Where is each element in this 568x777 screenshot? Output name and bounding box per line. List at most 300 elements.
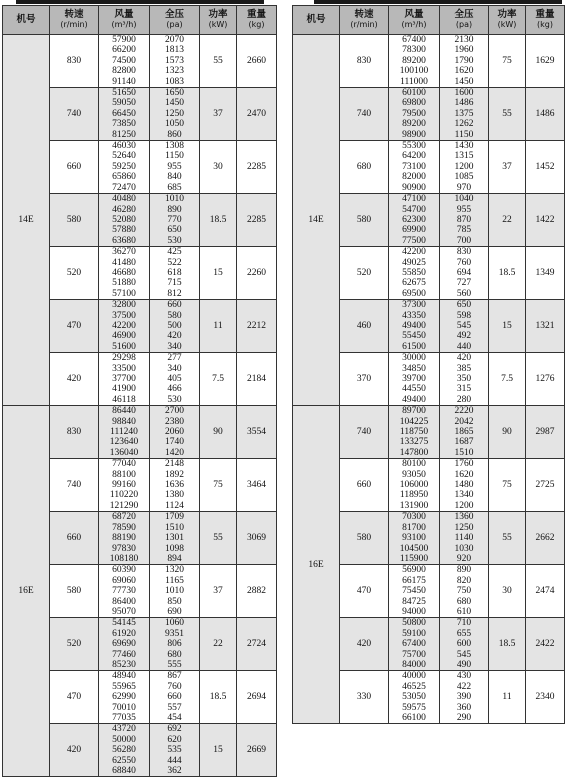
- flow-value: 115900: [399, 553, 429, 564]
- pressure-value: 1510: [165, 522, 184, 533]
- pressure-value: 600: [456, 639, 472, 650]
- speed-cell: 830: [50, 35, 99, 88]
- pressure-cell: [150, 88, 200, 141]
- header-speed: [50, 6, 99, 35]
- flow-value: 74500: [112, 55, 136, 66]
- flow-value: 77730: [112, 586, 136, 597]
- pressure-cell: [150, 618, 200, 671]
- pressure-value: 490: [456, 659, 472, 670]
- pressure-value: 770: [167, 214, 182, 225]
- pressure-value: 1200: [454, 161, 474, 172]
- flow-value: 40480: [112, 194, 136, 205]
- fan-spec-table-right: [292, 5, 565, 724]
- flow-value: 73100: [402, 161, 426, 172]
- flow-cell: [99, 35, 150, 88]
- pressure-cell: [440, 671, 489, 724]
- header-pressure: [440, 6, 489, 35]
- weight-cell: 1276: [526, 353, 565, 406]
- pressure-value: 1200: [454, 500, 474, 511]
- pressure-value: 390: [456, 692, 472, 703]
- weight-cell: 1422: [526, 194, 565, 247]
- pressure-cell: [150, 512, 200, 565]
- pressure-cell: [150, 300, 200, 353]
- flow-value: 91140: [112, 76, 136, 87]
- flow-value: 56280: [112, 745, 136, 756]
- flow-value: 70010: [112, 702, 136, 713]
- flow-cell: [389, 141, 440, 194]
- pressure-value: 1250: [165, 108, 184, 119]
- flow-value: 50800: [402, 618, 426, 629]
- weight-cell: 1452: [526, 141, 565, 194]
- flow-value: 46280: [112, 204, 136, 215]
- weight-cell: 2669: [237, 724, 277, 777]
- flow-value: 55965: [112, 681, 136, 692]
- pressure-value: 785: [456, 225, 472, 236]
- pressure-value: 1060: [165, 618, 184, 629]
- pressure-value: 340: [167, 363, 182, 374]
- flow-value: 98900: [402, 129, 426, 140]
- power-cell: 55: [200, 35, 237, 88]
- power-cell: 15: [200, 724, 237, 777]
- pressure-cell: [150, 459, 200, 512]
- flow-value: 62300: [402, 214, 426, 225]
- power-cell: 15: [200, 247, 237, 300]
- power-cell: 75: [489, 35, 526, 88]
- pressure-value: 710: [456, 618, 472, 629]
- flow-cell: [99, 406, 150, 459]
- speed-cell: 370: [340, 353, 389, 406]
- pressure-value: 425: [167, 247, 182, 258]
- pressure-value: 760: [456, 257, 472, 268]
- table-body: [293, 35, 565, 724]
- flow-value: 55850: [402, 267, 426, 278]
- flow-value: 57900: [112, 35, 136, 45]
- flow-value: 37700: [112, 374, 136, 384]
- pressure-value: 405: [167, 374, 182, 384]
- flow-value: 90900: [402, 182, 426, 193]
- speed-cell: 830: [50, 406, 99, 459]
- pressure-cell: [440, 353, 489, 406]
- pressure-value: 340: [167, 341, 182, 352]
- model-cell: 14E: [293, 35, 340, 406]
- flow-value: 40000: [402, 671, 426, 682]
- pressure-cell: [150, 671, 200, 724]
- pressure-value: 2042: [454, 416, 474, 427]
- flow-cell: [99, 618, 150, 671]
- flow-value: 46525: [402, 681, 426, 692]
- flow-value: 66450: [112, 108, 136, 119]
- pressure-value: 280: [456, 394, 472, 405]
- pressure-value: 466: [167, 384, 182, 395]
- pressure-value: 2060: [165, 427, 184, 438]
- power-cell: 11: [200, 300, 237, 353]
- flow-value: 85230: [112, 659, 136, 670]
- pressure-value: 806: [167, 639, 182, 650]
- table-header: [3, 6, 277, 35]
- speed-cell: 580: [50, 565, 99, 618]
- pressure-value: 1262: [454, 119, 474, 130]
- flow-cell: [389, 671, 440, 724]
- flow-value: 54145: [112, 618, 136, 629]
- flow-cell: [99, 565, 150, 618]
- pressure-value: 1308: [165, 141, 184, 152]
- flow-value: 61500: [402, 341, 426, 352]
- power-cell: 15: [489, 300, 526, 353]
- pressure-value: 385: [456, 363, 472, 374]
- pressure-value: 1150: [454, 129, 474, 140]
- speed-cell: 470: [340, 565, 389, 618]
- flow-value: 60100: [402, 88, 426, 99]
- speed-cell: 420: [340, 618, 389, 671]
- pressure-value: 1709: [165, 512, 184, 523]
- flow-value: 82800: [112, 66, 136, 77]
- pressure-value: 894: [167, 553, 182, 564]
- header-unit: (r/min): [350, 20, 378, 29]
- flow-value: 67400: [402, 35, 426, 45]
- speed-cell: 660: [50, 512, 99, 565]
- pressure-value: 454: [167, 713, 182, 723]
- flow-cell: [389, 35, 440, 88]
- flow-value: 73850: [112, 119, 136, 130]
- pressure-value: 860: [167, 129, 182, 140]
- header-label: 全压: [164, 9, 184, 20]
- weight-cell: 2725: [526, 459, 565, 512]
- weight-cell: 3464: [237, 459, 277, 512]
- power-cell: 30: [200, 141, 237, 194]
- pressure-value: 1380: [165, 490, 184, 501]
- flow-value: 97830: [112, 543, 136, 554]
- flow-cell: [389, 247, 440, 300]
- flow-value: 78300: [402, 45, 426, 56]
- header-unit: (m³/h): [111, 20, 137, 29]
- power-cell: 11: [489, 671, 526, 724]
- pressure-value: 1740: [165, 437, 184, 448]
- flow-value: 63680: [112, 235, 136, 246]
- pressure-value: 700: [456, 235, 472, 246]
- power-cell: 7.5: [200, 353, 237, 406]
- flow-cell: [389, 406, 440, 459]
- flow-cell: [99, 141, 150, 194]
- weight-cell: 1321: [526, 300, 565, 353]
- header-label: 全压: [454, 9, 474, 20]
- flow-value: 88190: [112, 533, 136, 544]
- flow-cell: [389, 512, 440, 565]
- weight-cell: 2470: [237, 88, 277, 141]
- weight-cell: 2285: [237, 141, 277, 194]
- flow-value: 95070: [112, 606, 136, 617]
- weight-cell: 2694: [237, 671, 277, 724]
- pressure-value: 535: [167, 745, 182, 756]
- pressure-value: 1790: [454, 55, 474, 66]
- flow-value: 77035: [112, 713, 136, 723]
- flow-value: 136040: [109, 447, 139, 458]
- flow-value: 67400: [402, 639, 426, 650]
- flow-value: 62550: [112, 755, 136, 766]
- pressure-value: 760: [167, 681, 182, 692]
- weight-cell: 2184: [237, 353, 277, 406]
- header-unit: (pa): [455, 20, 473, 29]
- flow-value: 110220: [109, 490, 139, 501]
- pressure-cell: [440, 618, 489, 671]
- pressure-value: 1010: [165, 194, 184, 205]
- flow-cell: [99, 512, 150, 565]
- header-row: [293, 6, 565, 35]
- flow-value: 81700: [402, 522, 426, 533]
- pressure-value: 420: [456, 353, 472, 364]
- pressure-value: 1892: [165, 469, 184, 480]
- pressure-cell: [440, 247, 489, 300]
- flow-value: 61920: [112, 628, 136, 639]
- pressure-cell: [150, 35, 200, 88]
- flow-value: 33500: [112, 363, 136, 374]
- flow-value: 68840: [112, 766, 136, 777]
- header-unit: (m³/h): [401, 20, 427, 29]
- pressure-value: 920: [456, 553, 472, 564]
- flow-value: 55300: [402, 141, 426, 152]
- table-header: [293, 6, 565, 35]
- pressure-value: 555: [167, 659, 182, 670]
- flow-value: 39700: [402, 374, 426, 384]
- pressure-value: 660: [167, 692, 182, 703]
- flow-value: 51650: [112, 88, 136, 99]
- flow-value: 42200: [112, 320, 136, 331]
- table-row: [293, 35, 565, 88]
- pressure-value: 530: [167, 235, 182, 246]
- speed-cell: 740: [50, 459, 99, 512]
- pressure-value: 890: [456, 565, 472, 576]
- pressure-value: 690: [167, 606, 182, 617]
- flow-value: 62675: [402, 278, 426, 289]
- flow-value: 75700: [402, 649, 426, 660]
- power-cell: 30: [489, 565, 526, 618]
- pressure-value: 277: [167, 353, 182, 364]
- table-row: [293, 406, 565, 459]
- model-cell: 16E: [293, 406, 340, 724]
- flow-value: 36270: [112, 247, 136, 258]
- pressure-value: 1760: [454, 459, 474, 470]
- pressure-value: 650: [456, 300, 472, 311]
- pressure-cell: [440, 406, 489, 459]
- pressure-value: 1140: [454, 533, 474, 544]
- pressure-value: 1510: [454, 447, 474, 458]
- pressure-value: 492: [456, 331, 472, 342]
- pressure-value: 660: [167, 300, 182, 311]
- flow-value: 111240: [110, 427, 138, 438]
- power-cell: 7.5: [489, 353, 526, 406]
- power-cell: 18.5: [489, 618, 526, 671]
- pressure-value: 362: [167, 766, 182, 777]
- flow-value: 111000: [400, 76, 428, 87]
- flow-value: 53050: [402, 692, 426, 703]
- speed-cell: 660: [340, 459, 389, 512]
- flow-cell: [99, 724, 150, 777]
- pressure-value: 1430: [454, 141, 474, 152]
- pressure-cell: [440, 565, 489, 618]
- flow-value: 34850: [402, 363, 426, 374]
- flow-value: 66175: [402, 575, 426, 586]
- speed-cell: 420: [50, 724, 99, 777]
- flow-value: 56900: [402, 565, 426, 576]
- flow-cell: [99, 459, 150, 512]
- flow-value: 69500: [402, 288, 426, 299]
- header-unit: (pa): [166, 20, 183, 29]
- pressure-value: 1486: [454, 98, 474, 109]
- pressure-cell: [150, 247, 200, 300]
- pressure-value: 1960: [454, 45, 474, 56]
- flow-value: 46118: [112, 394, 136, 405]
- flow-cell: [389, 618, 440, 671]
- flow-cell: [389, 88, 440, 141]
- pressure-value: 750: [456, 586, 472, 597]
- top-heading-strip-left: [16, 0, 264, 4]
- flow-value: 41900: [112, 384, 136, 395]
- pressure-value: 694: [456, 267, 472, 278]
- power-cell: 37: [489, 141, 526, 194]
- weight-cell: 2882: [237, 565, 277, 618]
- flow-value: 37500: [112, 310, 136, 321]
- flow-value: 69900: [402, 225, 426, 236]
- pressure-value: 500: [167, 320, 182, 331]
- flow-value: 70300: [402, 512, 426, 523]
- flow-value: 32800: [112, 300, 136, 311]
- power-cell: 18.5: [200, 194, 237, 247]
- pressure-value: 290: [456, 713, 472, 723]
- pressure-value: 685: [167, 182, 182, 193]
- flow-value: 68720: [112, 512, 136, 523]
- flow-value: 81250: [112, 129, 136, 140]
- weight-cell: 2662: [526, 512, 565, 565]
- pressure-value: 560: [456, 288, 472, 299]
- pressure-value: 1250: [454, 522, 474, 533]
- power-cell: 18.5: [200, 671, 237, 724]
- header-label: 功率: [497, 9, 517, 20]
- weight-cell: 2422: [526, 618, 565, 671]
- flow-value: 64200: [402, 151, 426, 162]
- weight-cell: 2260: [237, 247, 277, 300]
- pressure-value: 1600: [454, 88, 474, 99]
- flow-value: 66200: [112, 45, 136, 56]
- flow-value: 49025: [402, 257, 426, 268]
- pressure-value: 618: [167, 267, 182, 278]
- pressure-value: 350: [456, 374, 472, 384]
- pressure-value: 1450: [165, 98, 184, 109]
- pressure-value: 1124: [165, 500, 184, 511]
- flow-value: 79500: [402, 108, 426, 119]
- pressure-value: 1420: [165, 447, 184, 458]
- flow-value: 43720: [112, 724, 136, 735]
- pressure-value: 830: [456, 247, 472, 258]
- pressure-value: 1360: [454, 512, 474, 523]
- weight-cell: 2340: [526, 671, 565, 724]
- flow-value: 106000: [399, 480, 429, 491]
- pressure-value: 1450: [454, 76, 474, 87]
- pressure-value: 840: [167, 172, 182, 183]
- speed-cell: 520: [50, 247, 99, 300]
- power-cell: 37: [200, 565, 237, 618]
- flow-cell: [99, 194, 150, 247]
- flow-value: 69800: [402, 98, 426, 109]
- table-row: [3, 406, 277, 459]
- flow-cell: [99, 300, 150, 353]
- pressure-value: 422: [456, 681, 472, 692]
- flow-value: 123640: [109, 437, 139, 448]
- flow-value: 51880: [112, 278, 136, 289]
- flow-value: 80100: [402, 459, 426, 470]
- pressure-value: 867: [167, 671, 182, 682]
- speed-cell: 520: [50, 618, 99, 671]
- flow-value: 55450: [402, 331, 426, 342]
- pressure-value: 650: [167, 225, 182, 236]
- pressure-value: 1813: [165, 45, 184, 56]
- top-heading-strip-right: [314, 0, 562, 4]
- pressure-cell: [440, 35, 489, 88]
- pressure-value: 444: [167, 755, 182, 766]
- flow-value: 86400: [112, 596, 136, 607]
- flow-cell: [99, 353, 150, 406]
- pressure-value: 655: [456, 628, 472, 639]
- pressure-value: 1030: [454, 543, 474, 554]
- pressure-value: 890: [167, 204, 182, 215]
- flow-value: 69060: [112, 575, 136, 586]
- pressure-cell: [150, 406, 200, 459]
- flow-value: 93050: [402, 469, 426, 480]
- power-cell: 22: [489, 194, 526, 247]
- flow-value: 52080: [112, 214, 136, 225]
- flow-value: 100100: [399, 66, 429, 77]
- pressure-value: 1098: [165, 543, 184, 554]
- flow-value: 93100: [402, 533, 426, 544]
- flow-cell: [389, 194, 440, 247]
- pressure-value: 2220: [454, 406, 474, 417]
- pressure-value: 1636: [165, 480, 184, 491]
- pressure-value: 1620: [454, 469, 474, 480]
- pressure-cell: [150, 141, 200, 194]
- flow-value: 48940: [112, 671, 136, 682]
- pressure-value: 360: [456, 702, 472, 713]
- speed-cell: 470: [50, 671, 99, 724]
- flow-value: 131900: [399, 500, 429, 511]
- flow-cell: [389, 459, 440, 512]
- pressure-cell: [440, 88, 489, 141]
- flow-value: 118750: [399, 427, 429, 438]
- pressure-value: 545: [456, 320, 472, 331]
- pressure-value: 1010: [165, 586, 184, 597]
- flow-value: 99160: [112, 480, 136, 491]
- pressure-value: 692: [167, 724, 182, 735]
- pressure-cell: [150, 565, 200, 618]
- power-cell: 75: [489, 459, 526, 512]
- table-body: [3, 35, 277, 777]
- flow-value: 47100: [402, 194, 426, 205]
- flow-value: 59250: [112, 161, 136, 172]
- header-label: 风量: [404, 9, 424, 20]
- header-flow: [99, 6, 150, 35]
- pressure-value: 870: [456, 214, 472, 225]
- weight-cell: 2660: [237, 35, 277, 88]
- flow-value: 104225: [399, 416, 429, 427]
- pressure-cell: [440, 459, 489, 512]
- flow-value: 62990: [112, 692, 136, 703]
- speed-cell: 830: [340, 35, 389, 88]
- flow-value: 51600: [112, 341, 136, 352]
- flow-value: 49400: [402, 320, 426, 331]
- flow-cell: [389, 565, 440, 618]
- flow-value: 98840: [112, 416, 136, 427]
- flow-value: 121290: [109, 500, 139, 511]
- flow-value: 108180: [109, 553, 139, 564]
- flow-value: 37300: [402, 300, 426, 311]
- model-cell: 14E: [3, 35, 50, 406]
